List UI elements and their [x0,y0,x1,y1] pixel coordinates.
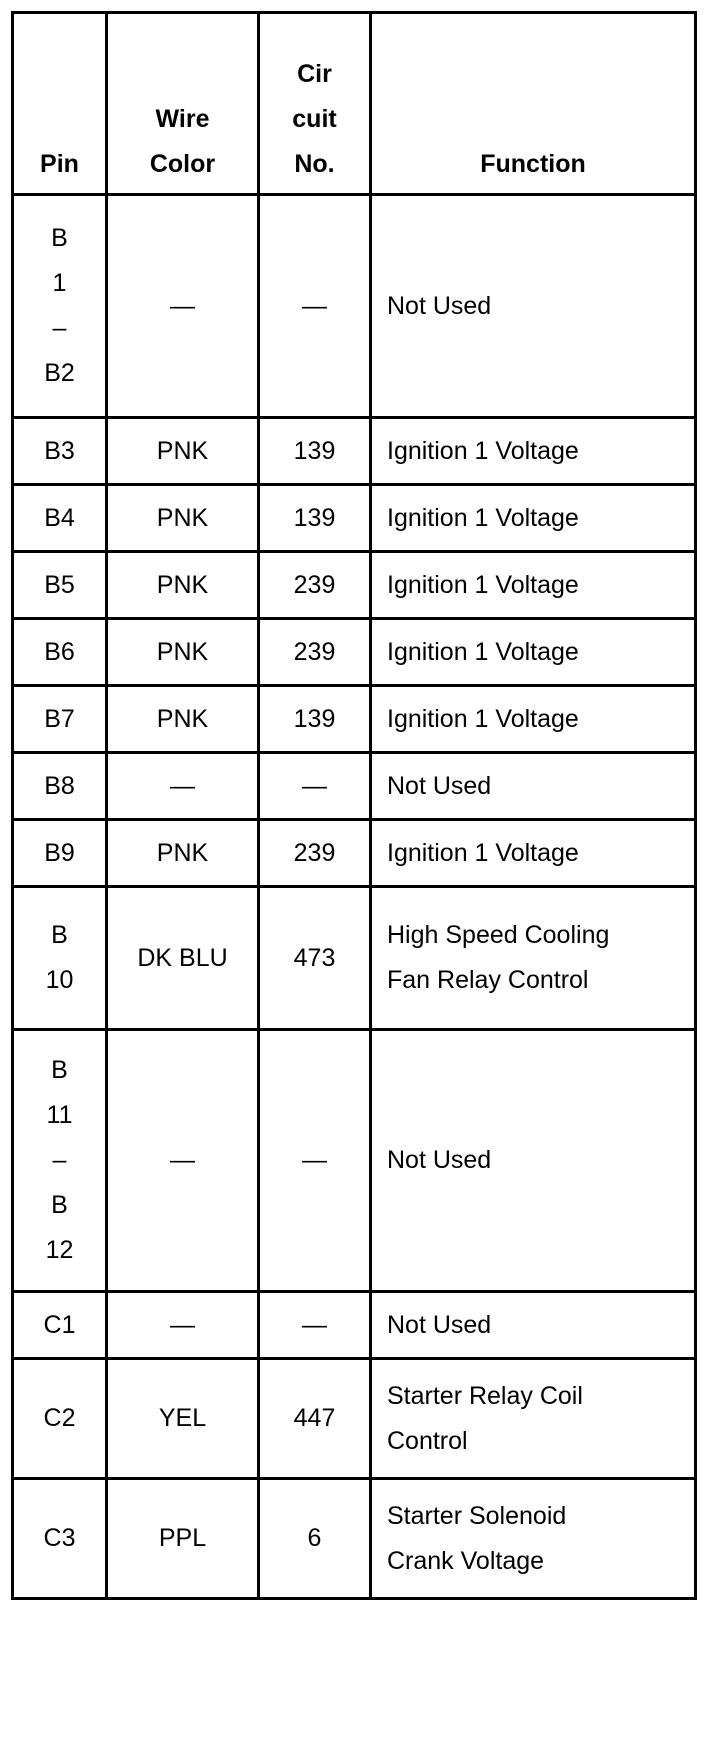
function-cell: Not Used [371,1292,696,1359]
wire-color-cell: DK BLU [107,887,259,1030]
function-cell: Ignition 1 Voltage [371,686,696,753]
circuit-number-cell: — [259,195,371,418]
function-cell: Ignition 1 Voltage [371,820,696,887]
pin-cell: B 1 – B2 [13,195,107,418]
table-row [13,485,696,552]
header-wire-color: Wire Color [107,13,259,195]
pin-cell: B 10 [13,887,107,1030]
function-cell: Not Used [371,753,696,820]
pin-cell: B5 [13,552,107,619]
pin-cell: B8 [13,753,107,820]
header-function: Function [371,13,696,195]
table-row [13,1030,696,1292]
wire-color-cell: — [107,753,259,820]
function-cell: Starter Relay Coil Control [371,1359,696,1479]
circuit-number-cell: 139 [259,485,371,552]
circuit-number-cell: 473 [259,887,371,1030]
function-cell: Not Used [371,195,696,418]
pin-cell: B9 [13,820,107,887]
function-cell: High Speed Cooling Fan Relay Control [371,887,696,1030]
header-row [13,13,696,195]
wire-color-cell: PNK [107,820,259,887]
wire-color-cell: PNK [107,485,259,552]
table-row [13,1359,696,1479]
pin-cell: B 11 – B 12 [13,1030,107,1292]
table-row [13,552,696,619]
function-cell: Ignition 1 Voltage [371,619,696,686]
table-body [13,195,696,1599]
wire-color-cell: PNK [107,552,259,619]
table-row [13,686,696,753]
function-cell: Ignition 1 Voltage [371,485,696,552]
wire-color-cell: YEL [107,1359,259,1479]
wire-color-cell: PNK [107,418,259,485]
pin-cell: C2 [13,1359,107,1479]
pin-cell: C1 [13,1292,107,1359]
pin-cell: B7 [13,686,107,753]
circuit-number-cell: 447 [259,1359,371,1479]
circuit-number-cell: 239 [259,820,371,887]
circuit-number-cell: — [259,1292,371,1359]
pin-cell: B4 [13,485,107,552]
wire-color-cell: — [107,1030,259,1292]
pin-cell: C3 [13,1479,107,1599]
circuit-number-cell: 239 [259,552,371,619]
wire-color-cell: PPL [107,1479,259,1599]
wire-color-cell: — [107,195,259,418]
table-row [13,887,696,1030]
function-cell: Starter Solenoid Crank Voltage [371,1479,696,1599]
header-pin: Pin [13,13,107,195]
circuit-number-cell: — [259,753,371,820]
table-row [13,1479,696,1599]
table-row [13,619,696,686]
table-header [13,13,696,195]
pin-cell: B3 [13,418,107,485]
table-row [13,753,696,820]
circuit-number-cell: 139 [259,418,371,485]
table-row [13,820,696,887]
wire-color-cell: PNK [107,619,259,686]
circuit-number-cell: 139 [259,686,371,753]
circuit-number-cell: — [259,1030,371,1292]
circuit-number-cell: 6 [259,1479,371,1599]
function-cell: Ignition 1 Voltage [371,552,696,619]
pin-cell: B6 [13,619,107,686]
connector-pinout-table [11,11,697,1600]
wire-color-cell: PNK [107,686,259,753]
table-row [13,418,696,485]
table-row [13,195,696,418]
header-circuit-number: Cir cuit No. [259,13,371,195]
function-cell: Ignition 1 Voltage [371,418,696,485]
wire-color-cell: — [107,1292,259,1359]
function-cell: Not Used [371,1030,696,1292]
table-row [13,1292,696,1359]
circuit-number-cell: 239 [259,619,371,686]
